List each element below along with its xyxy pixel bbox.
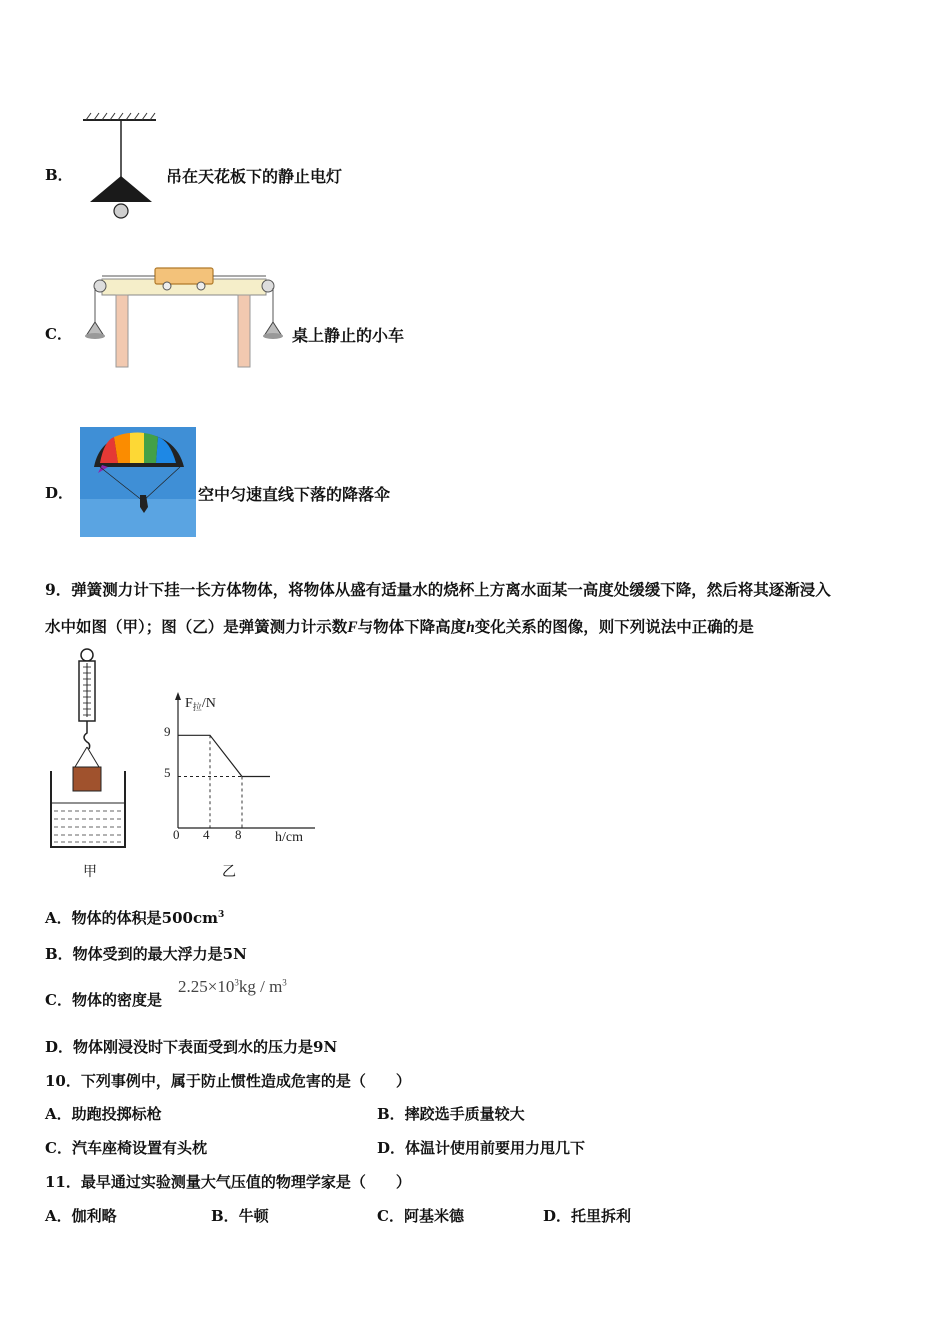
q10-option-d: D．体温计使用前要用力甩几下 — [377, 1139, 586, 1157]
option-d-letter: D． — [45, 484, 74, 502]
q11-option-a: A．伽利略 — [45, 1207, 117, 1225]
ceiling-lamp-figure — [78, 110, 164, 224]
parachute-figure — [80, 427, 196, 537]
q9-option-b: B．物体受到的最大浮力是5N — [45, 945, 247, 963]
q9-stem-part-a: 水中如图（甲）；图（乙）是弹簧测力计示数 — [45, 617, 348, 636]
q9-stem-part-c: 变化关系的图像，则下列说法中正确的是 — [474, 617, 754, 636]
series-line — [178, 735, 270, 776]
q11-option-c: C．阿基米德 — [377, 1207, 464, 1225]
chart-xlabel: h/cm — [275, 830, 303, 845]
q10-option-c: C．汽车座椅设置有头枕 — [45, 1139, 207, 1157]
q9-option-a: A．物体的体积是$500cm^3$ — [45, 909, 225, 927]
q11-option-d: D．托里拆利 — [543, 1207, 632, 1225]
chart-ylabel: $F_拉/N$ — [185, 696, 216, 712]
q9-option-d: D．物体刚浸没时下表面受到水的压力是9N — [45, 1038, 338, 1056]
q9-option-c: C．物体的密度是 — [45, 991, 162, 1009]
q11-stem: 11．最早通过实验测量大气压值的物理学家是（ ） — [45, 1173, 411, 1191]
option-b-text: 吊在天花板下的静止电灯 — [166, 167, 343, 186]
q9-var-f: F — [347, 619, 358, 636]
q9-stem-line2 — [45, 615, 754, 637]
xtick-8: 8 — [235, 827, 242, 842]
ytick-5: 5 — [164, 765, 171, 780]
option-c-text: 桌上静止的小车 — [292, 326, 405, 345]
q9-stem-line1: 9．弹簧测力计下挂一长方体物体，将物体从盛有适量水的烧杯上方离水面某一高度处缓缓下降，然后将其逐渐浸入 — [45, 580, 831, 599]
q10-stem: 10．下列事例中，属于防止惯性造成危害的是（ ） — [45, 1072, 411, 1090]
figure-jia-label: 甲 — [83, 864, 97, 880]
q9-var-h: h — [466, 619, 475, 636]
option-b-letter: B． — [45, 166, 73, 184]
q9-stem-part-b: 与物体下降高度 — [357, 617, 467, 636]
figure-yi-label: 乙 — [222, 864, 236, 880]
xtick-0: 0 — [173, 827, 180, 842]
q10-option-a: A．助跑投掷标枪 — [45, 1105, 162, 1123]
q10-option-b: B．摔跤选手质量较大 — [377, 1105, 525, 1123]
ytick-9: 9 — [164, 724, 171, 739]
xtick-4: 4 — [203, 827, 210, 842]
q11-option-b: B．牛顿 — [211, 1207, 269, 1225]
q9-density-formula: $2.25\times 10^3kg / m^3$ — [178, 977, 287, 996]
table-cart-figure — [80, 262, 290, 372]
force-height-chart — [155, 688, 325, 848]
y-axis-arrow — [175, 692, 181, 700]
option-c-letter: C． — [45, 325, 72, 343]
option-d-text: 空中匀速直线下落的降落伞 — [198, 485, 391, 504]
spring-scale-figure — [45, 645, 135, 855]
